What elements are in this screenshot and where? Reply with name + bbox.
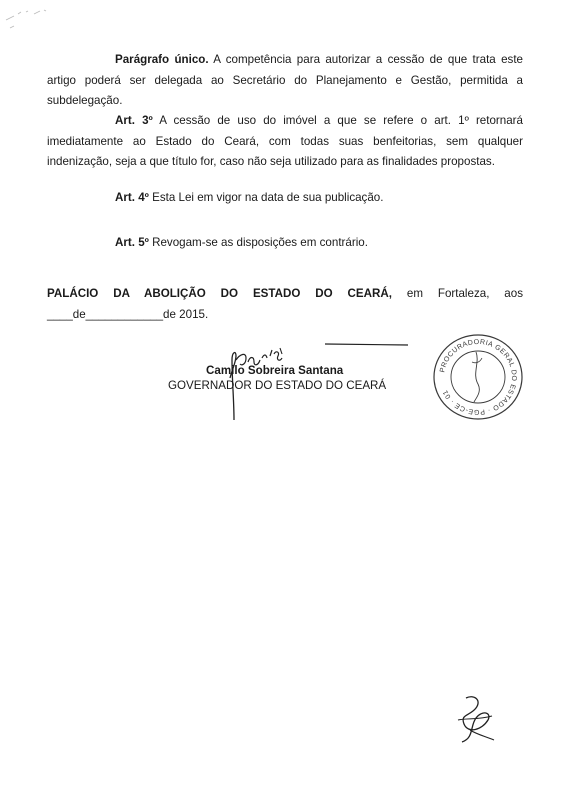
paragrafo-unico-label: Parágrafo único.: [115, 53, 209, 66]
scan-marks: [4, 6, 54, 36]
article-3: [47, 111, 523, 173]
article-3-line2: imediatamente ao Estado do Ceará, com todas suas benfeitorias, sem qualquer: [47, 134, 523, 148]
governor-name: Camilo Sobreira Santana: [206, 364, 344, 377]
article-5: [47, 233, 523, 254]
article-3-line1: A cessão de uso do imóvel a que se refere o art. 1º retornará: [152, 114, 523, 127]
article-4: [47, 188, 523, 209]
paragrafo-unico-line1: A competência para autorizar a cessão de que trata este: [208, 53, 524, 66]
initials-signature: [452, 690, 502, 750]
procuradoria-stamp: [432, 332, 524, 422]
article-5-text: Revogam-se as disposições em contrário.: [148, 236, 368, 249]
closing-label: PALÁCIO DA ABOLIÇÃO DO ESTADO DO CEARÁ,: [47, 287, 392, 300]
governor-title: GOVERNADOR DO ESTADO DO CEARÁ: [168, 379, 387, 392]
article-3-line3: indenização, seja a que título for, caso não seja utilizado para as finalidades propostas.: [47, 155, 495, 168]
svg-text:PROCURADORIA GERAL DO ESTADO ·: PROCURADORIA GERAL DO ESTADO · PGE-CE · 01: [439, 338, 518, 416]
article-5-label: Art. 5º: [115, 236, 149, 249]
closing-date-line: ____de____________de 2015.: [47, 307, 209, 321]
handwritten-signature: [190, 330, 420, 425]
paragrafo-unico-line2: artigo poderá ser delegada ao Secretário do Planejamento e Gestão, permitida a: [47, 73, 523, 87]
article-4-label: Art. 4º: [115, 191, 149, 204]
paragrafo-unico: [47, 50, 523, 112]
article-3-label: Art. 3º: [115, 114, 153, 127]
paragrafo-unico-line3: subdelegação.: [47, 94, 123, 107]
closing-line1-rest: em Fortaleza, aos: [392, 287, 523, 300]
closing-paragraph: [47, 284, 523, 325]
article-4-text: Esta Lei em vigor na data de sua publicação.: [148, 191, 384, 204]
